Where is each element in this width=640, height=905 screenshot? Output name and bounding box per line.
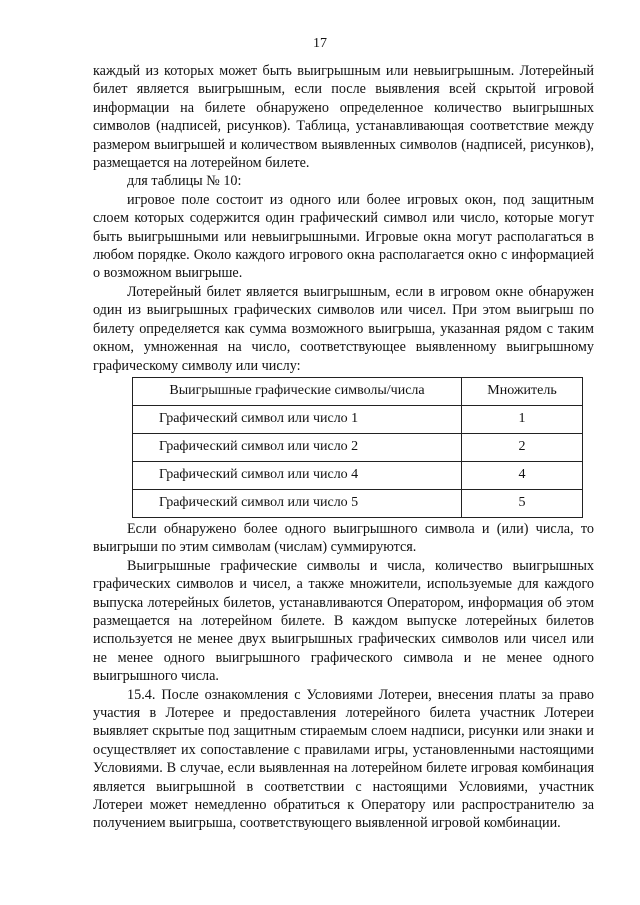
table-cell: 5 (462, 489, 583, 517)
paragraph: 15.4. После ознакомления с Условиями Лотереи, внесения платы за право участия в Лотерее и предоставления лотерейного билета участник Лотереи выявляет скрытые под защитным стираемым слоем надписи, рисунки или знаки и осуществляет их сопоставление с правилами игры, установленными настоящими Условиями. В случае, если выявленная на лотерейном билете игровая комбинация является выигрышной в соответствии с настоящими Условиями, участник Лотереи может немедленно обратиться к Оператору или распространителю за получением выигрыша, соответствующего выявленной игровой комбинации. (93, 686, 594, 832)
paragraph: игровое поле состоит из одного или более игровых окон, под защитным слоем которых содержится один графический символ или число, которые могут быть выигрышными или невыигрышными. Игровые окна могут располагаться в любом порядке. Около каждого игрового окна располагается окно с информацией о возможном выигрыше. (93, 191, 594, 282)
paragraph: Выигрышные графические символы и числа, количество выигрышных графических символов и чисел, а также множители, используемые для каждого выпуска лотерейных билетов, устанавливаются Оператором, информация об этом размещается на лотерейном билете. В каждом выпуске лотерейных билетов используется не менее двух выигрышных графических символов или чисел или не менее одного выигрышного графического символа и не менее одного выигрышного числа. (93, 557, 594, 685)
table-cell: Графический символ или число 4 (133, 461, 462, 489)
paragraph: Лотерейный билет является выигрышным, если в игровом окне обнаружен один из выигрышных графических символов или чисел. При этом выигрыш по билету определяется как сумма возможного выигрыша, указанная рядом с таким окном, умноженная на число, соответствующее выявленному выигрышному графическому символу или числу: (93, 283, 594, 374)
table-header-row (133, 377, 583, 405)
table-row (133, 489, 583, 517)
table-cell: Графический символ или число 1 (133, 405, 462, 433)
document-body (93, 62, 594, 833)
table-cell: 4 (462, 461, 583, 489)
table-header: Множитель (462, 377, 583, 405)
table-cell: Графический символ или число 2 (133, 433, 462, 461)
page-number: 17 (313, 36, 327, 51)
multiplier-table (132, 377, 583, 518)
table-row (133, 461, 583, 489)
table-header: Выигрышные графические символы/числа (133, 377, 462, 405)
table-row (133, 405, 583, 433)
table-cell: Графический символ или число 5 (133, 489, 462, 517)
paragraph: для таблицы № 10: (127, 173, 242, 190)
table-cell: 2 (462, 433, 583, 461)
paragraph: Если обнаружено более одного выигрышного символа и (или) числа, то выигрыши по этим символам (числам) суммируются. (93, 520, 594, 556)
paragraph: каждый из которых может быть выигрышным или невыигрышным. Лотерейный билет является выигрышным, если после выявления всей скрытой игровой информации на билете обнаружено определенное количество выигрышных символов (надписей, рисунков). Таблица, устанавливающая соответствие между размером выигрышей и количеством выявленных символов (надписей, рисунков), размещается на лотерейном билете. (93, 63, 594, 172)
table-cell: 1 (462, 405, 583, 433)
table-row (133, 433, 583, 461)
